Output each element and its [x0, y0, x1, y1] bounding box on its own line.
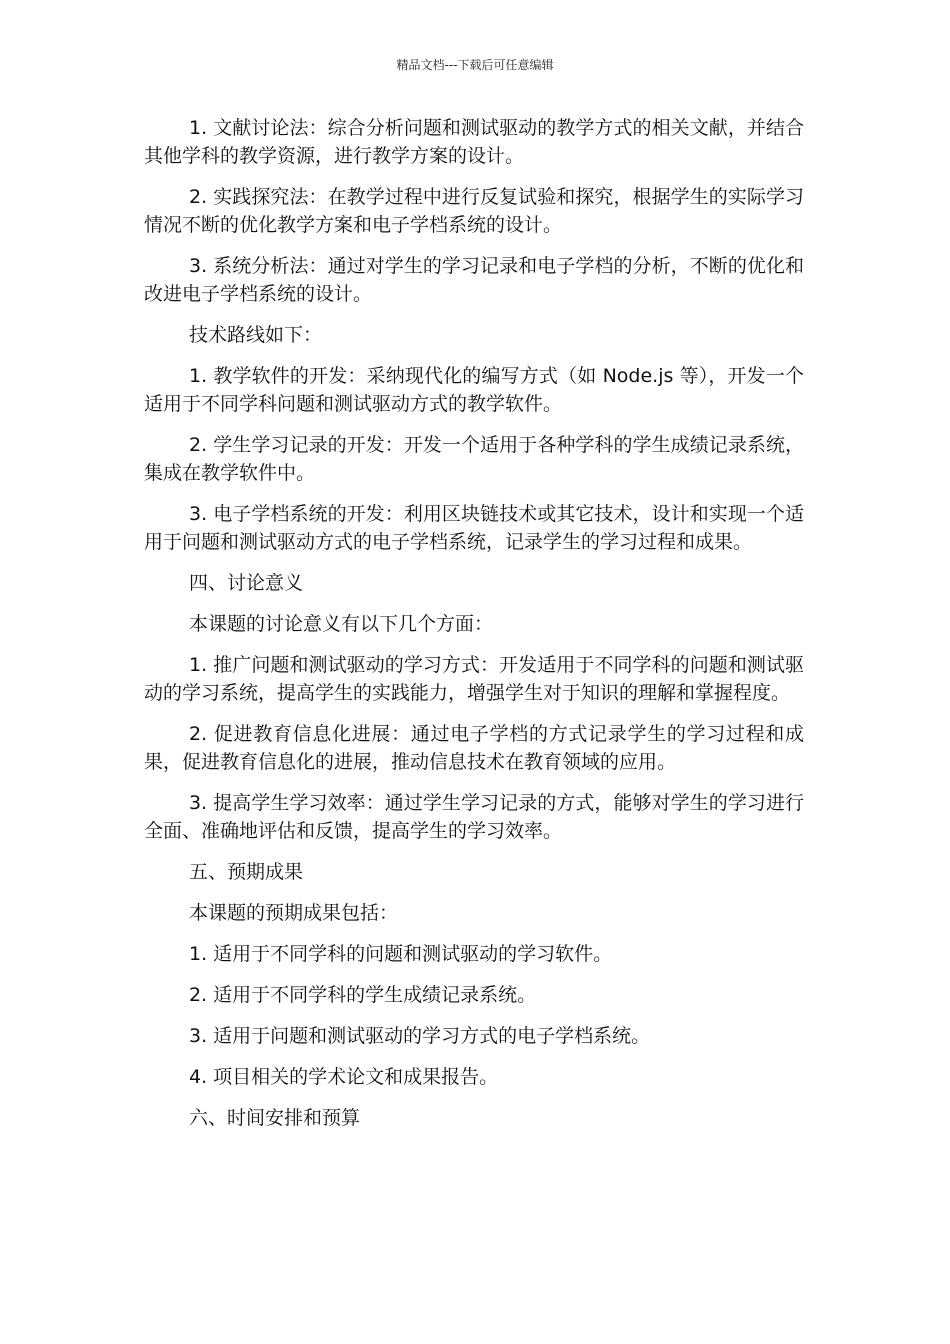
section-heading-outcomes: 五、预期成果 [189, 861, 304, 883]
outcomes-intro: 本课题的预期成果包括： [189, 902, 399, 924]
method-item-2: 2. 实践探究法：在教学过程中进行反复试验和探究，根据学生的实际学习情况不断的优化教学方案和电子学档系统的设计。 [144, 186, 804, 236]
section-heading-schedule: 六、时间安排和预算 [189, 1107, 361, 1129]
route-item-1: 1. 教学软件的开发：采纳现代化的编写方式（如 Node.js 等），开发一个适用于不同学科问题和测试驱动方式的教学软件。 [144, 365, 804, 415]
significance-intro: 本课题的讨论意义有以下几个方面： [189, 613, 494, 635]
route-item-3: 3. 电子学档系统的开发：利用区块链技术或其它技术，设计和实现一个适用于问题和测试驱动方式的电子学档系统，记录学生的学习过程和成果。 [144, 503, 804, 553]
outcome-item-1: 1. 适用于不同学科的问题和测试驱动的学习软件。 [189, 943, 613, 965]
outcome-item-3: 3. 适用于问题和测试驱动的学习方式的电子学档系统。 [189, 1025, 651, 1047]
outcome-item-4: 4. 项目相关的学术论文和成果报告。 [189, 1066, 499, 1088]
significance-item-3: 3. 提高学生学习效率：通过学生学习记录的方式，能够对学生的学习进行全面、准确地评估和反馈，提高学生的学习效率。 [144, 792, 804, 842]
outcome-item-2: 2. 适用于不同学科的学生成绩记录系统。 [189, 984, 537, 1006]
document-body [144, 114, 804, 1145]
page-header: 精品文档---下载后可任意编辑 [396, 58, 554, 72]
technical-route-heading: 技术路线如下： [189, 324, 323, 346]
method-item-3: 3. 系统分析法：通过对学生的学习记录和电子学档的分析，不断的优化和改进电子学档系统的设计。 [144, 255, 804, 305]
method-item-1: 1. 文献讨论法：综合分析问题和测试驱动的教学方式的相关文献，并结合其他学科的教学资源，进行教学方案的设计。 [144, 117, 804, 167]
significance-item-2: 2. 促进教育信息化进展：通过电子学档的方式记录学生的学习过程和成果，促进教育信息化的进展，推动信息技术在教育领域的应用。 [144, 723, 804, 773]
significance-item-1: 1. 推广问题和测试驱动的学习方式：开发适用于不同学科的问题和测试驱动的学习系统，提高学生的实践能力，增强学生对于知识的理解和掌握程度。 [144, 654, 804, 704]
section-heading-significance: 四、讨论意义 [189, 572, 304, 594]
route-item-2: 2. 学生学习记录的开发：开发一个适用于各种学科的学生成绩记录系统，集成在教学软件中。 [144, 434, 804, 484]
